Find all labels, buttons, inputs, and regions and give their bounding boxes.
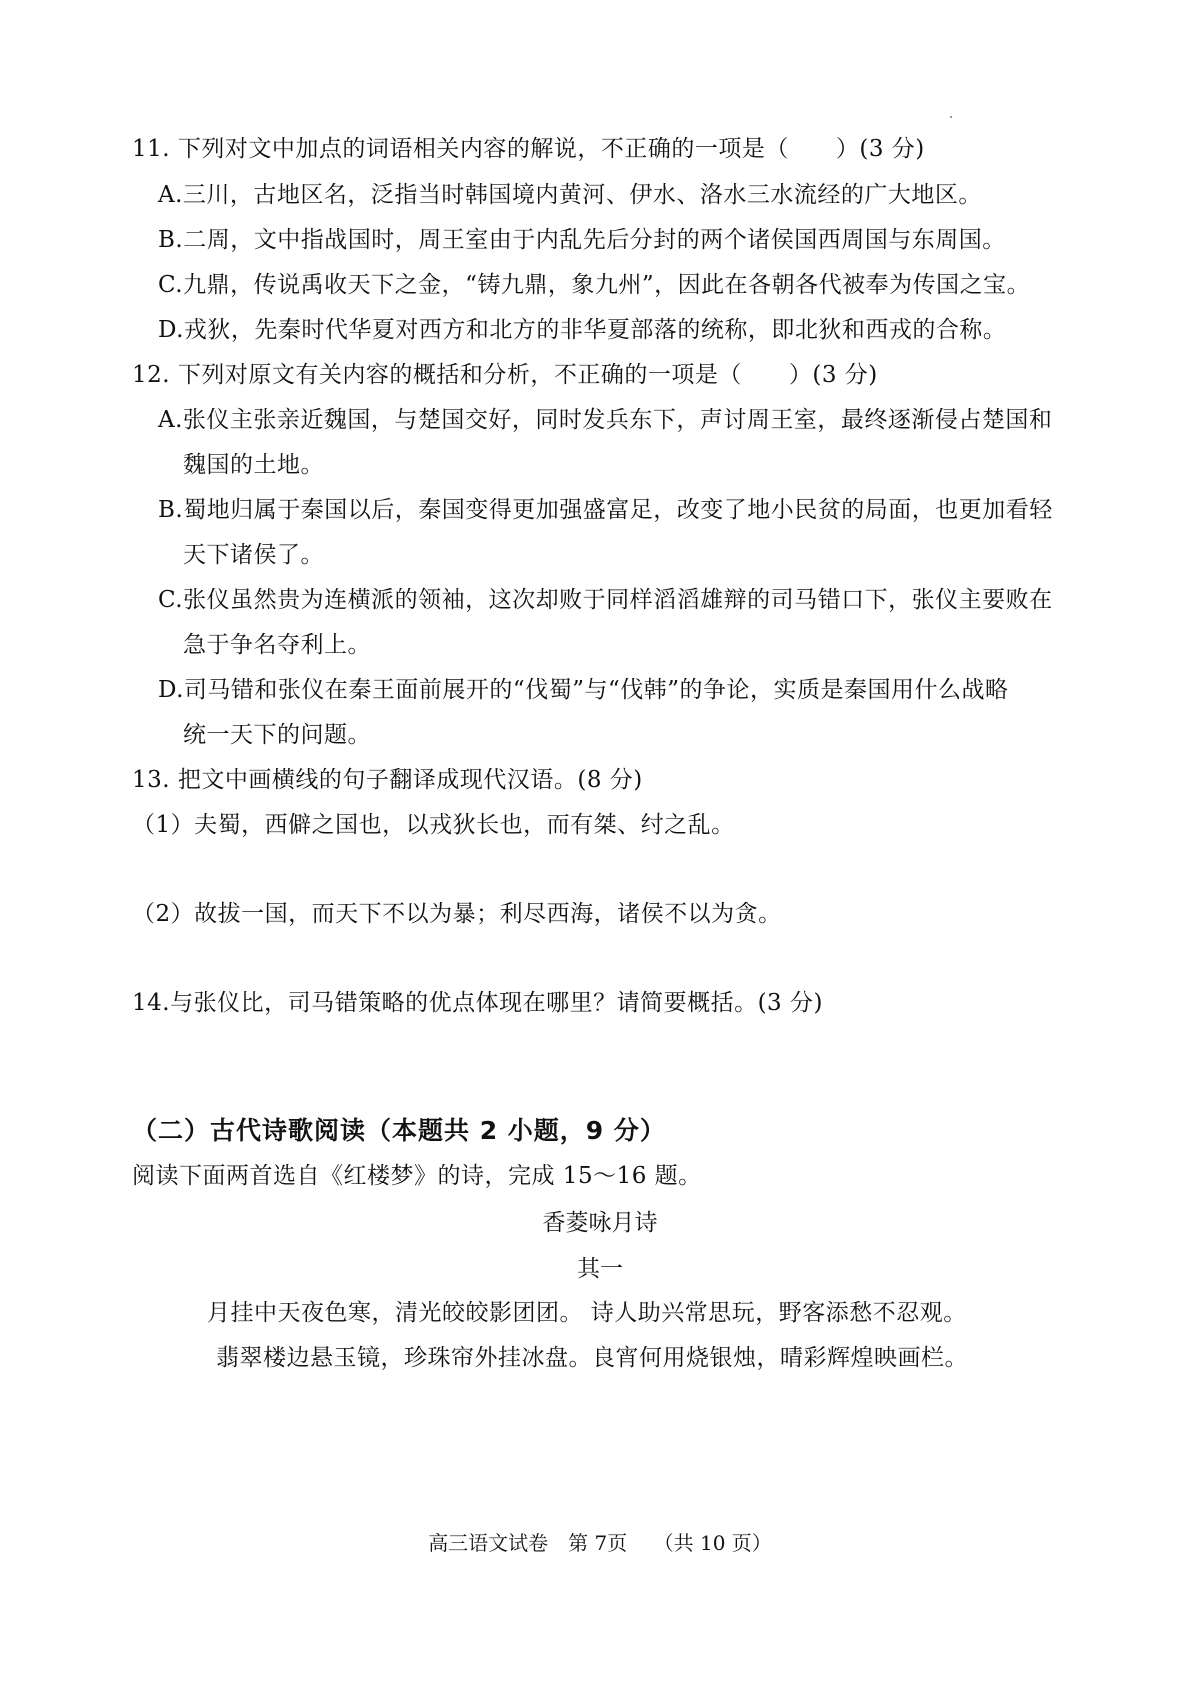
- question-11-option-b: B.二周，文中指战国时，周王室由于内乱先后分封的两个诸侯国西周国与东周国。: [158, 227, 1006, 253]
- question-13-stem: 13. 把文中画横线的句子翻译成现代汉语。(8 分): [132, 767, 643, 793]
- question-14-stem: 14.与张仪比，司马错策略的优点体现在哪里？请简要概括。(3 分): [132, 990, 823, 1016]
- question-12-option-b: B.蜀地归属于秦国以后，秦国变得更加强盛富足，改变了地小民贫的局面，也更加看轻: [158, 497, 1053, 523]
- question-12-option-c: C.张仪虽然贵为连横派的领袖，这次却败于同样滔滔雄辩的司马错口下，张仪主要败在: [158, 587, 1053, 613]
- question-12-option-c-cont: 急于争名夺利上。: [183, 632, 371, 658]
- poem-subtitle: 其一: [577, 1256, 623, 1282]
- question-12-option-b-cont: 天下诸侯了。: [183, 542, 324, 568]
- question-12-stem: 12. 下列对原文有关内容的概括和分析，不正确的一项是（ ）(3 分): [132, 362, 878, 388]
- poem-title: 香菱咏月诗: [542, 1210, 658, 1236]
- section-2-title: （二）古代诗歌阅读（本题共 2 小题，9 分）: [132, 1116, 666, 1145]
- question-11-stem: 11. 下列对文中加点的词语相关内容的解说，不正确的一项是（ ）(3 分): [132, 136, 925, 162]
- question-13-item-1: （1）夫蜀，西僻之国也，以戎狄长也，而有桀、纣之乱。: [132, 812, 735, 838]
- question-13-item-2: （2）故拔一国，而天下不以为暴；利尽西海，诸侯不以为贪。: [132, 901, 782, 927]
- poem-line-2: 翡翠楼边悬玉镜，珍珠帘外挂冰盘。良宵何用烧银烛，晴彩辉煌映画栏。: [216, 1345, 968, 1371]
- question-11-option-c: C.九鼎，传说禹收天下之金，“铸九鼎，象九州”，因此在各朝各代被奉为传国之宝。: [158, 272, 1031, 298]
- question-12-option-a: A.张仪主张亲近魏国，与楚国交好，同时发兵东下，声讨周王室，最终逐渐侵占楚国和: [158, 407, 1053, 433]
- question-12-option-d: D.司马错和张仪在秦王面前展开的“伐蜀”与“伐韩”的争论，实质是秦国用什么战略: [158, 677, 1009, 703]
- question-12-option-a-cont: 魏国的土地。: [183, 452, 324, 478]
- section-2-intro: 阅读下面两首选自《红楼梦》的诗，完成 15～16 题。: [132, 1163, 702, 1189]
- page-footer: 高三语文试卷 第 7页 （共 10 页）: [428, 1531, 772, 1555]
- scan-speck: [950, 116, 952, 118]
- poem-line-1: 月挂中天夜色寒，清光皎皎影团团。 诗人助兴常思玩，野客添愁不忍观。: [207, 1300, 967, 1326]
- question-11-option-d: D.戎狄，先秦时代华夏对西方和北方的非华夏部落的统称，即北狄和西戎的合称。: [158, 317, 1007, 343]
- question-11-option-a: A.三川，古地区名，泛指当时韩国境内黄河、伊水、洛水三水流经的广大地区。: [158, 182, 982, 208]
- question-12-option-d-cont: 统一天下的问题。: [183, 722, 371, 748]
